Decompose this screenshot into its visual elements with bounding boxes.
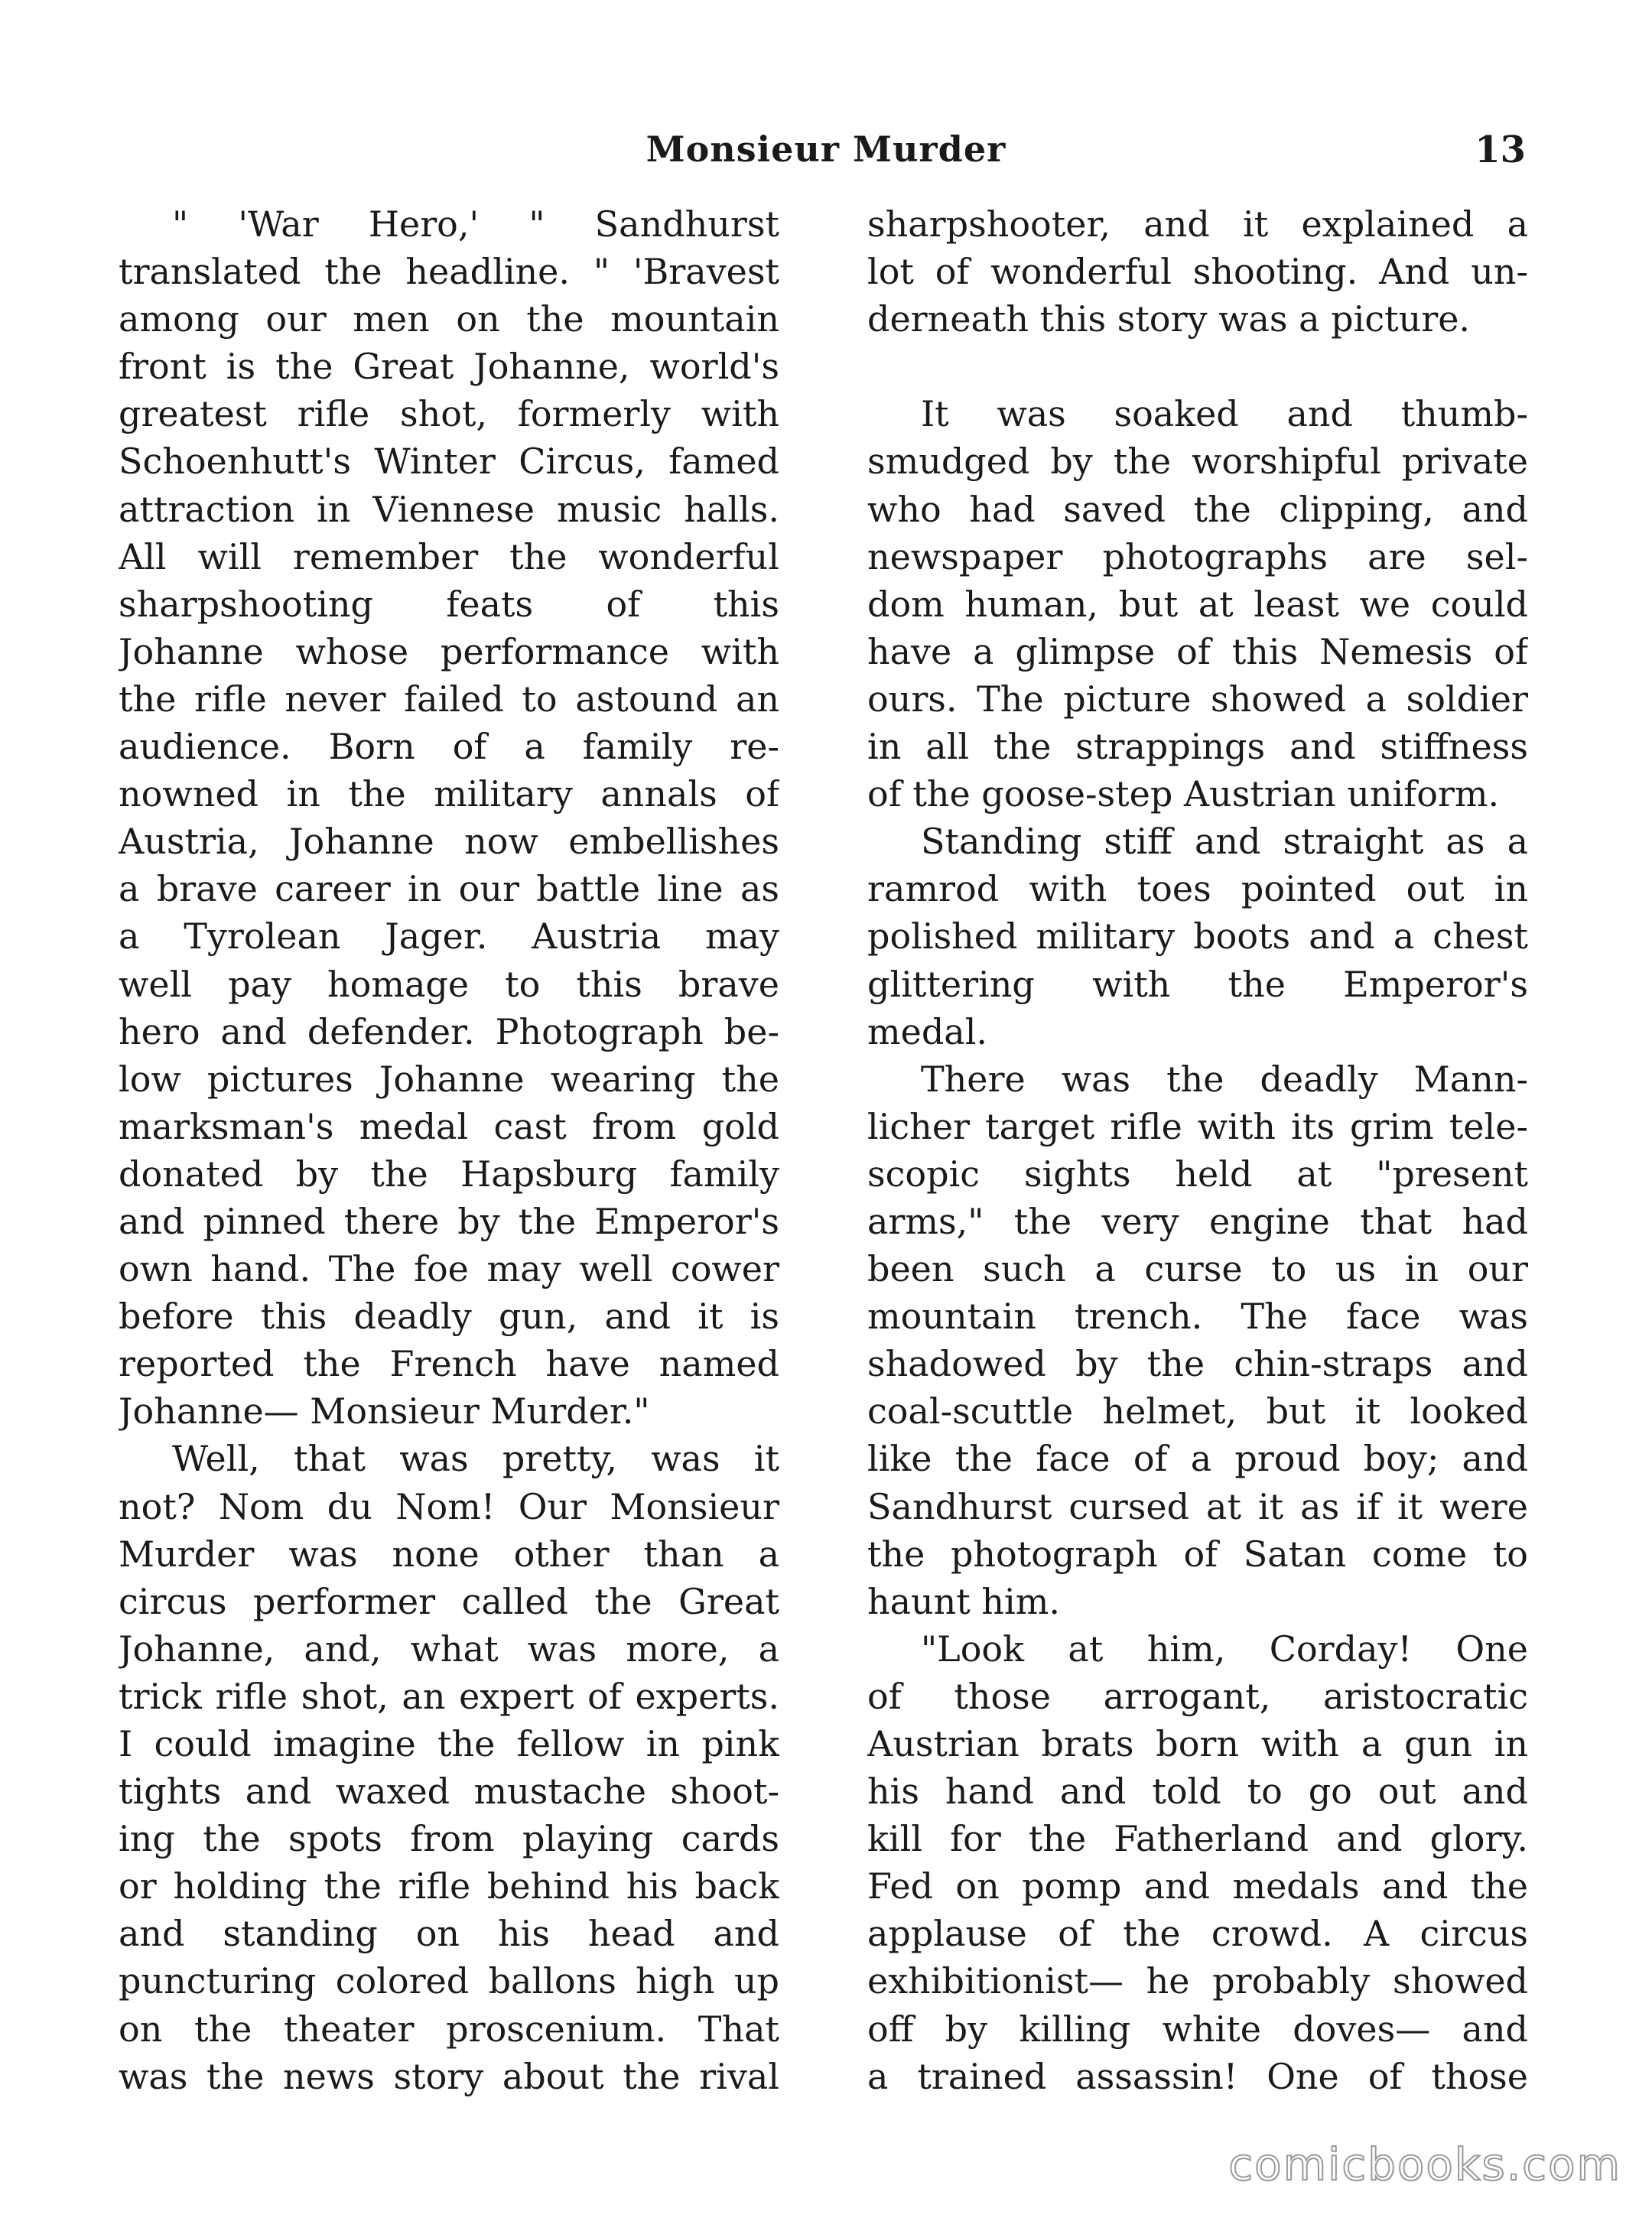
text-line: circus performer called the Great [119,1580,779,1622]
text-line: off by killing white doves— and [867,2008,1528,2050]
text-line: dom human, but at least we could [867,583,1528,625]
text-line: not? Nom du Nom! Our Monsieur [119,1485,779,1527]
right-text-column [867,200,1528,2100]
text-line: Well, that was pretty, was it [172,1438,779,1480]
text-line: of the goose-step Austrian uniform. [867,773,1500,815]
text-line: All will remember the wonderful [119,535,779,577]
text-line: puncturing colored ballons high up [119,1960,779,2002]
text-line: front is the Great Johanne, world's [119,346,779,388]
text-line: well pay homage to this brave [119,963,779,1005]
text-line: sharpshooter, and it explained a [867,203,1528,245]
text-line: newspaper photographs are sel- [867,535,1528,577]
text-line: among our men on the mountain [119,298,779,340]
text-line: like the face of a proud boy; and [867,1438,1528,1480]
text-line: a brave career in our battle line as [119,868,779,910]
text-line: sharpshooting feats of this [119,583,779,625]
page-header [0,128,1652,182]
text-line: was the news story about the rival [119,2055,779,2097]
left-text-column [119,200,779,2100]
text-line: low pictures Johanne wearing the [119,1058,779,1100]
text-line [867,343,1528,390]
text-line: before this deadly gun, and it is [119,1296,779,1338]
text-line: I could imagine the fellow in pink [119,1723,779,1764]
text-line: " 'War Hero,' " Sandhurst [172,203,779,245]
text-line: applause of the crowd. A circus [867,1913,1528,1955]
text-line: hero and defender. Photograph be- [119,1010,779,1052]
text-line: coal-scuttle helmet, but it looked [867,1390,1528,1433]
text-line: and pinned there by the Emperor's [119,1200,779,1242]
text-line: Standing stiff and straight as a [921,821,1528,863]
text-line: Johanne, and, what was more, a [119,1628,779,1670]
text-line: ing the spots from playing cards [119,1818,779,1860]
text-line: Murder was none other than a [119,1533,779,1575]
page-number: 13 [1475,128,1526,171]
text-line: his hand and told to go out and [867,1771,1528,1813]
text-line: polished military boots and a chest [867,915,1528,958]
text-line: a Tyrolean Jager. Austria may [119,915,779,958]
text-line: translated the headline. " 'Bravest [119,251,779,293]
text-line: or holding the rifle behind his back [119,1865,779,1907]
text-line: mountain trench. The face was [867,1296,1528,1338]
text-line: lot of wonderful shooting. And un- [867,251,1528,293]
text-line: Fed on pomp and medals and the [867,1865,1528,1907]
text-line: have a glimpse of this Nemesis of [867,630,1528,672]
text-line: Sandhurst cursed at it as if it were [867,1485,1528,1527]
text-line: donated by the Hapsburg family [119,1153,779,1195]
text-line: arms," the very engine that had [867,1200,1528,1242]
text-line: on the theater proscenium. That [119,2008,779,2050]
text-line: smudged by the worshipful private [867,441,1528,483]
text-line: in all the strappings and stiffness [867,726,1528,768]
text-line: exhibitionist— he probably showed [867,1960,1528,2002]
text-line: licher target rifle with its grim tele- [867,1105,1528,1147]
text-line: trick rifle shot, an expert of experts. [119,1675,779,1717]
text-line: and standing on his head and [119,1913,779,1955]
text-line: of those arrogant, aristocratic [867,1675,1528,1717]
text-line: tights and waxed mustache shoot- [119,1771,779,1813]
text-line: Austrian brats born with a gun in [867,1723,1528,1764]
text-line: marksman's medal cast from gold [119,1105,779,1147]
running-title: Monsieur Murder [646,128,1006,170]
text-line: shadowed by the chin-straps and [867,1343,1528,1385]
text-line: Johanne— Monsieur Murder." [119,1390,650,1433]
text-line: There was the deadly Mann- [921,1058,1528,1100]
text-line: a trained assassin! One of those [867,2055,1528,2097]
text-line: "Look at him, Corday! One [921,1628,1528,1670]
text-line: medal. [867,1010,988,1052]
text-line: attraction in Viennese music halls. [119,488,779,530]
text-line: glittering with the Emperor's [867,963,1528,1005]
text-line: been such a curse to us in our [867,1248,1528,1290]
text-line: It was soaked and thumb- [921,393,1528,435]
text-line: who had saved the clipping, and [867,488,1528,530]
text-line: nowned in the military annals of [119,773,779,815]
text-line: ours. The picture showed a soldier [867,678,1528,720]
text-line: own hand. The foe may well cower [119,1248,779,1290]
text-line: ramrod with toes pointed out in [867,868,1528,910]
watermark-logo: comicbooks.com [1228,2138,1621,2190]
text-line: Johanne whose performance with [119,630,779,672]
text-line: scopic sights held at "present [867,1153,1528,1195]
text-line: derneath this story was a picture. [867,298,1471,340]
text-line: Austria, Johanne now embellishes [119,821,779,863]
text-line: the photograph of Satan come to [867,1533,1528,1575]
text-line: kill for the Fatherland and glory. [867,1818,1528,1860]
text-line: greatest rifle shot, formerly with [119,393,779,435]
text-line: Schoenhutt's Winter Circus, famed [119,441,779,483]
text-line: the rifle never failed to astound an [119,678,779,720]
text-line: audience. Born of a family re- [119,726,779,768]
text-line: reported the French have named [119,1343,779,1385]
text-line: haunt him. [867,1580,1060,1622]
